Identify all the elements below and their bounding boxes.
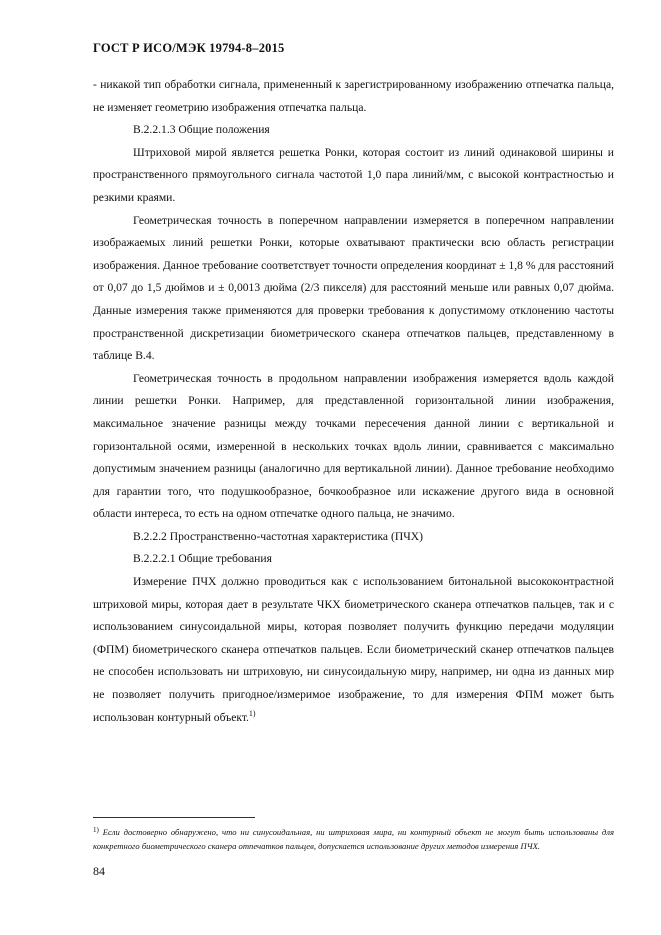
paragraph-transverse-accuracy: Геометрическая точность в поперечном направлении измеряется в поперечном направлении изображаемых линий решетки Ронки, которые охватывают практически всю область регистрации изображения. Данное требование соответствует точности определения координат ± 1,8 % для расстояний от 0,07 до 1,5 дюймов и ± 0,0013 дюйма (2/3 пикселя) для расстояний меньше или равных 0,07 дюйма. Данные измерения также применяются для проверки требования к допустимому отклонению частоты пространственной дискретизации биометрического сканера отпечатков пальцев, представленному в таблице В.4. <box>93 213 615 363</box>
paragraph-longitudinal-accuracy: Геометрическая точность в продольном направлении изображения измеряется вдоль каждой линии решетки Ронки. Например, для представленной горизонтальной линии изображения, максимальное значение разницы между точками пересечения данной линии с вертикальной и горизонтальной осями, измеренной в нескольких точках вдоль линии, сравнивается с максимально допустимым значением разницы (аналогично для вертикальной линии). Данное требование необходимо для гарантии того, что подушкообразное, бочкообразное или искажение другого вида в основной области интереса, то есть на одном отпечатке одного пальца, не значимо. <box>93 371 614 521</box>
footnote-text: Если достоверно обнаружено, что ни синусоидальная, ни штриховая мира, ни контурный объект не могут быть использованы для конкретного биометрического сканера отпечатков пальцев, допускается использование других методов измерения ПЧХ. <box>93 827 614 851</box>
footnote-marker: 1) <box>93 826 99 834</box>
page-number: 84 <box>93 864 105 878</box>
footnote-divider <box>93 817 255 818</box>
footnote <box>93 825 614 853</box>
section-heading-b22221: В.2.2.2.1 Общие требования <box>133 552 272 566</box>
paragraph-sfr-text: Измерение ПЧХ должно проводиться как с использованием битональной высококонтрастной штриховой миры, которая дает в результате ЧКХ биометрического сканера отпечатков пальцев, так и с использованием синусоидальной миры, которая позволяет получить функцию передачи модуляции (ФПМ) биометрического сканера отпечатков пальцев. Если биометрический сканер отпечатков пальцев не способен использовать ни штриховую, ни синусоидальную миру, например, ни одна из данных мир не позволяет получить пригодное/измеримое изображение, то для измерения ФПМ может быть использован контурный объект. <box>93 575 614 724</box>
document-header: ГОСТ Р ИСО/МЭК 19794-8–2015 <box>93 41 285 55</box>
section-heading-b2213: В.2.2.1.3 Общие положения <box>133 123 270 137</box>
paragraph-ronchi-grating: Штриховой мирой является решетка Ронки, которая состоит из линий одинаковой ширины и пространственного прямоугольного сигнала частотой 1,0 пара линий/мм, с высокой контрастностью и резкими краями. <box>93 145 614 204</box>
section-heading-b2222: В.2.2.2 Пространственно-частотная характеристика (ПЧХ) <box>133 529 423 543</box>
document-body <box>93 74 614 729</box>
paragraph-list-item-continuation: - никакой тип обработки сигнала, примененный к зарегистрированному изображению отпечатка пальца, не изменяет геометрию изображения отпечатка пальца. <box>93 78 614 114</box>
paragraph-sfr-measurement <box>93 571 614 729</box>
footnote-reference: 1) <box>248 708 256 718</box>
